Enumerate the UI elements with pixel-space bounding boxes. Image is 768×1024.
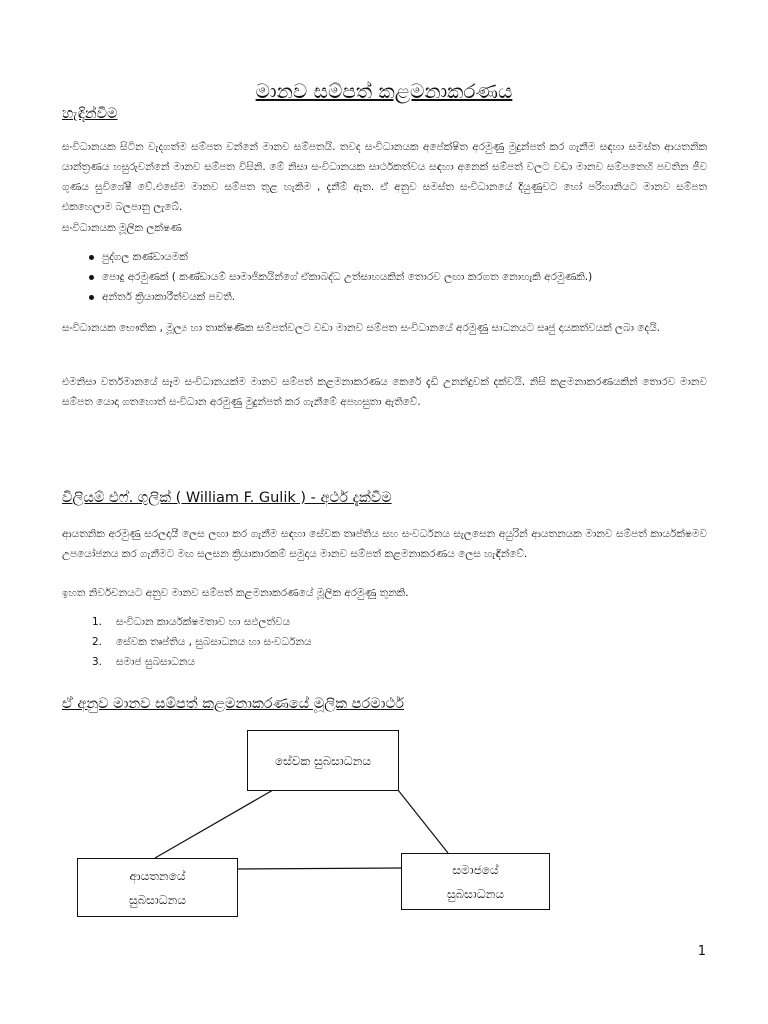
- society-welfare-box: [401, 853, 550, 910]
- list-item-text: පොදු අරමුණක් ( කණ්ඩායම් සාමාජිකයින්ගේ ඒකාබද්ධ උත්සාහයකින් තොරව ලඟා කරගත නොහැකි අරමුණකි.): [102, 271, 593, 283]
- list-item: [62, 267, 702, 287]
- organization-welfare-box: [77, 858, 238, 917]
- page-number: 1: [697, 944, 706, 959]
- box-label-line-2: සුබසාධනය: [446, 886, 505, 901]
- list-item-text: අන්තර් ක්‍රියාකාරීත්වයක් පවතී.: [102, 291, 236, 303]
- gulik-paragraph-2: ඉහත නිර්වචනයට අනුව මානව සම්පත් කළමනාකරණයේ මූලික අරමුණු තුනකි.: [62, 587, 409, 599]
- intro-paragraph-1: සංවිධානයක සිටින වැදගත්ම සම්පත වන්නේ මානව සම්පතයි. තවද සංවිධානයක අපේක්ෂිත අරමුණු මුදුන්පත් කර ගැනීම සඳහා සමස්ත ආයතනික යාන්ත්‍රණය හසුරුවන්නේ මානව සම්පත විසිනි. මේ නිසා සංවිධානයක සාර්ථකත්වය සඳහා අනෙක් සම්පත් වලට වඩා මානව සම්පතෙහි පවතින ජීව ගුණය සුවිශේෂී වේ.එසේම මානව සම්පත තුළ හැකිම , දැනීම් ඇත. ඒ අනුව සමස්ත සංවිධානයේ දියුණුවට හෝ පරිහානියට මානව සම්පත එකහෙලාම බලපානු ලැබේ.: [62, 141, 707, 213]
- list-item: [62, 612, 702, 632]
- intro-heading: හැඳින්වීම: [62, 106, 118, 122]
- gulik-paragraph-1: ආයතනික අරමුණු සරලදායී ලෙස ලඟා කර ගැනීම සඳහා සේවක තෘප්තිය සහ සංවර්ධනය සැලසෙන අයුරින් ආයතනයක මානව සම්පත් කාර්යක්ෂමව උපයෝජනය කර ගැනීමට මඟ සලසන ක්‍රියාකාරකම් සමුදාය මානව සම්පත් කළමනාකරණය ලෙස හැඳින්වේ.: [62, 528, 707, 560]
- page-title: මානව සම්පත් කළමනාකරණය: [255, 79, 513, 104]
- box-label-line-1: සමාජයේ: [452, 862, 499, 877]
- list-item-number: 2.: [92, 636, 103, 648]
- list-item: [62, 247, 702, 267]
- list-item: [62, 287, 702, 307]
- connector-left-right: [237, 868, 401, 869]
- diagram-heading: ඒ අනුව මානව සම්පත් කළමනාකරණයේ මූලික පරමාර්ථ: [62, 696, 404, 712]
- list-item-number: 3.: [92, 656, 103, 668]
- intro-paragraph-2: සංවිධානයක භෞතික , මූල්‍ය හා තාක්ෂණික සම්පත්වලට වඩා මානව සම්පත සංවිධානයේ අරමුණු සාධනයට සෘජු දායකත්වයක් ලබා දෙයි.: [62, 322, 660, 334]
- aims-list: [62, 612, 702, 672]
- connector-top-left: [155, 790, 273, 858]
- objectives-diagram: [0, 720, 768, 920]
- list-item: [62, 632, 702, 652]
- connector-top-right: [398, 790, 448, 853]
- list-item-text: සමාජ සුබසාධනය: [116, 656, 195, 668]
- list-item-number: 1.: [92, 616, 103, 628]
- box-label-line-2: සුබසාධනය: [128, 892, 187, 907]
- employee-welfare-box: [247, 730, 399, 791]
- features-list: [62, 247, 702, 307]
- features-label: සංවිධානයක මූලික ලක්ෂණ: [62, 222, 182, 234]
- list-item: [62, 652, 702, 672]
- box-label-line-1: ආයතනයේ: [129, 868, 186, 883]
- box-label: සේවක සුබසාධනය: [274, 753, 372, 768]
- gulik-heading: විලියම් එෆ්. ගුලික් ( William F. Gulik ) - අර්ථ දැක්වීම: [62, 490, 392, 506]
- list-item-text: සංවිධාන කාර්යක්ෂමතාව හා සඵලත්වය: [116, 616, 291, 628]
- list-item-text: සේවක තෘප්තිය , සුබසාධනය හා සංවර්ධනය: [116, 636, 312, 648]
- list-item-text: පුද්ගල කණ්ඩායමක්: [102, 251, 188, 263]
- intro-paragraph-3: එමනිසා වර්තමානයේ සෑම සංවිධානයක්ම මානව සම්පත් කළමනාකරණය කෙරේ දැඩි උනන්දුවක් දක්වයි. නිසි කළමනාකරණයකින් තොරව මානව සම්පත යොදා ගතහොත් සංවිධාන අරමුණු මුදුන්පත් කර ගැනීමේ අපහසුතා ඇතිවේ.: [62, 376, 707, 408]
